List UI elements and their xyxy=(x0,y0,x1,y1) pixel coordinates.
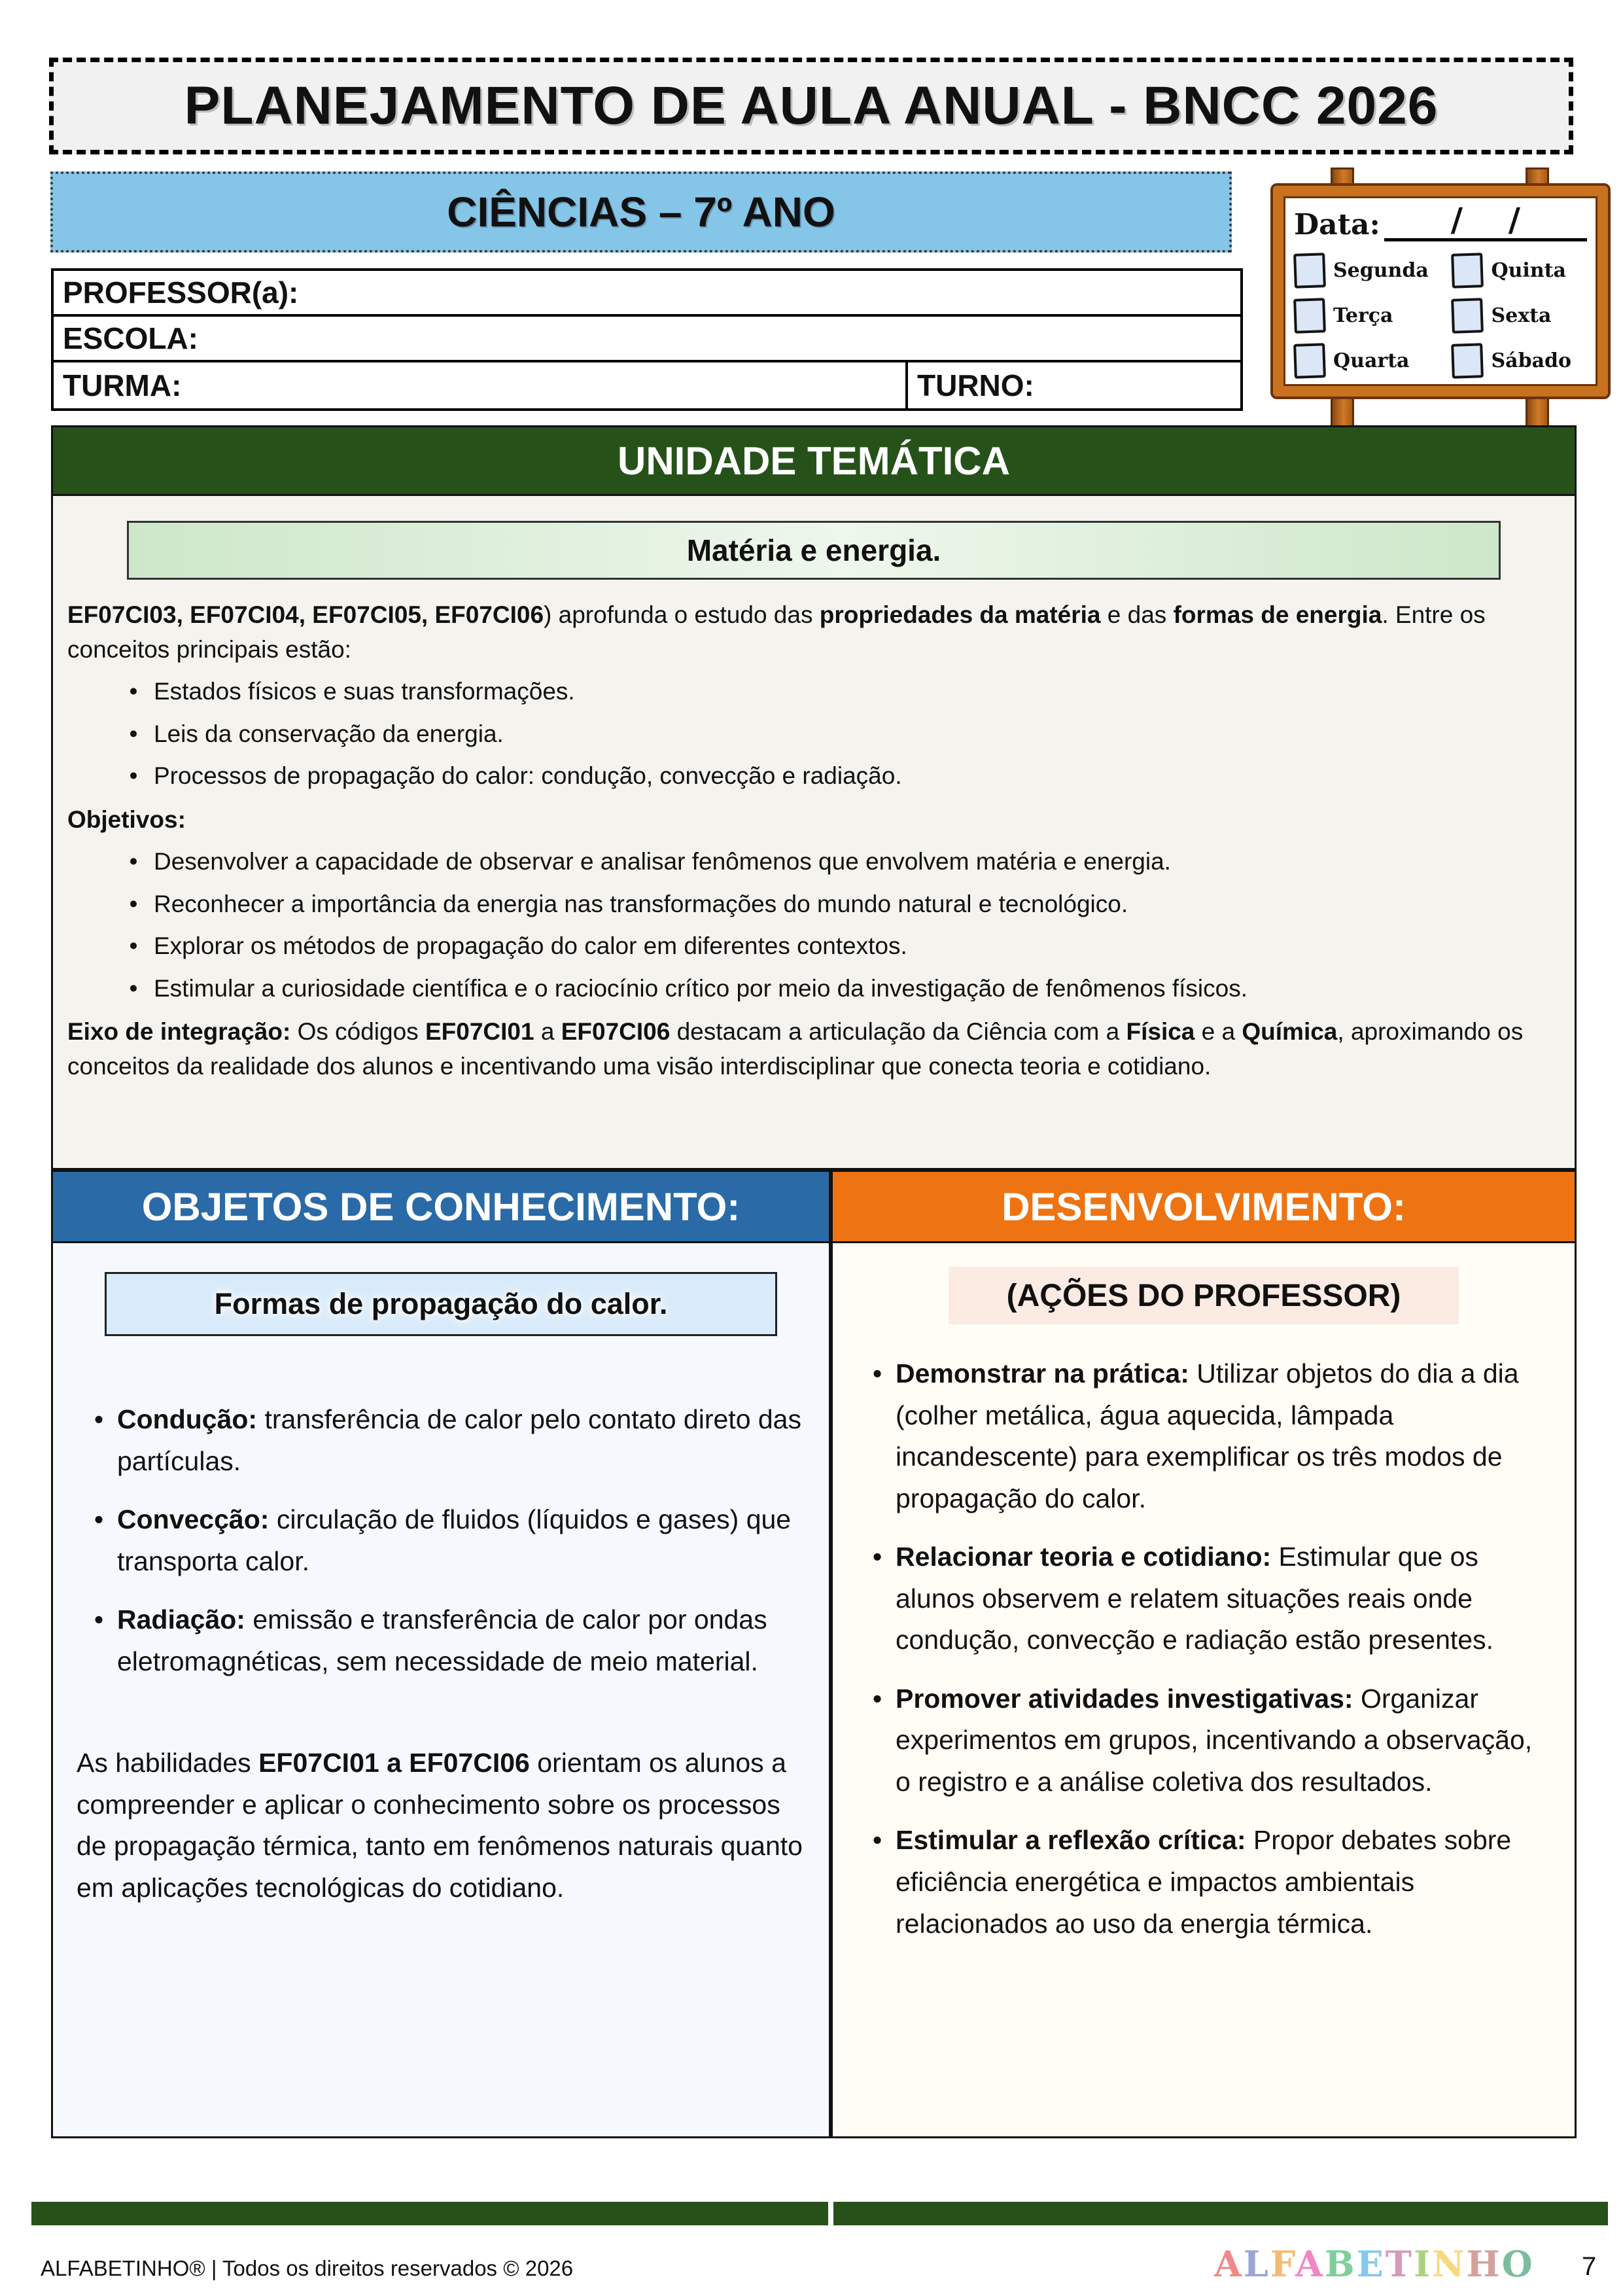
acoes-professor-heading: (AÇÕES DO PROFESSOR) xyxy=(949,1267,1459,1324)
weekday-item-sabado xyxy=(1452,344,1587,378)
day-label: Segunda xyxy=(1333,259,1429,282)
desenvolvimento-bullet: • Promover atividades investigativas: Organizar experimentos em grupos, incentivando a observação, o registro e a análise coletiva dos resultados. xyxy=(855,1678,1552,1803)
weekday-item-sexta xyxy=(1452,298,1587,333)
bullet-icon: • xyxy=(129,932,138,960)
weekday-checklist xyxy=(1294,253,1587,378)
desenvolvimento-bullet: • Estimular a reflexão crítica: Propor debates sobre eficiência energética e impactos ambientais relacionados ao uso da energia térmica. xyxy=(855,1820,1552,1945)
date-slashes: / / xyxy=(1427,200,1543,239)
objective-bullet: • Estimular a curiosidade científica e o raciocínio crítico por meio da investigação de fenômenos físicos. xyxy=(67,972,1560,1006)
bullet-icon: • xyxy=(872,1542,882,1572)
professor-label: PROFESSOR(a): xyxy=(63,275,299,309)
objective-bullet: • Reconhecer a importância da energia nas transformações do mundo natural e tecnológico. xyxy=(67,887,1560,922)
bullet-icon: • xyxy=(129,762,138,790)
weekday-item-quarta xyxy=(1294,344,1449,378)
logo-letter: F xyxy=(1270,2243,1296,2285)
professor-fill-area[interactable] xyxy=(298,271,1240,314)
alfabetinho-logo xyxy=(1214,2243,1535,2285)
subject-banner-text: CIÊNCIAS – 7º ANO xyxy=(447,188,835,236)
bullet-icon: • xyxy=(129,678,138,705)
bullet-icon: • xyxy=(872,1683,882,1714)
info-table xyxy=(51,268,1243,411)
logo-letter: N xyxy=(1432,2243,1467,2285)
page-title xyxy=(49,58,1573,154)
bullet-icon: • xyxy=(872,1358,882,1388)
logo-letter: E xyxy=(1356,2243,1386,2285)
day-label: Sexta xyxy=(1491,304,1552,327)
day-label: Terça xyxy=(1333,304,1393,327)
weekday-item-segunda xyxy=(1294,253,1449,288)
concept-bullet: • Estados físicos e suas transformações. xyxy=(67,675,1560,709)
bullet-icon: • xyxy=(94,1404,104,1434)
professor-row xyxy=(54,271,1240,317)
bullet-icon: • xyxy=(129,720,138,747)
page-title-text: PLANEJAMENTO DE AULA ANUAL - BNCC 2026 xyxy=(184,76,1439,135)
day-checkbox-sexta[interactable] xyxy=(1452,298,1484,334)
turma-label: TURMA: xyxy=(63,368,182,402)
bullet-icon: • xyxy=(94,1604,104,1635)
bullet-icon: • xyxy=(872,1825,882,1856)
logo-letter: A xyxy=(1295,2243,1325,2285)
escola-fill-area[interactable] xyxy=(198,317,1240,360)
weekday-item-quinta xyxy=(1452,253,1587,288)
day-checkbox-segunda[interactable] xyxy=(1293,253,1326,289)
conhecimento-bullet: • Condução: transferência de calor pelo contato direto das partículas. xyxy=(77,1399,805,1482)
content-columns xyxy=(51,1170,1577,2138)
day-label: Sábado xyxy=(1491,349,1571,372)
unidade-tematica-header xyxy=(51,425,1577,496)
desenvolvimento-bullet: • Demonstrar na prática: Utilizar objetos do dia a dia (colher metálica, água aquecida, lâmpada incandescente) para exemplificar os três modos de propagação do calor. xyxy=(855,1353,1552,1519)
logo-letter: H xyxy=(1466,2243,1502,2285)
date-sign xyxy=(1273,168,1608,431)
logo-letter: L xyxy=(1243,2243,1270,2285)
bullet-icon: • xyxy=(94,1504,104,1535)
eixo-integracao-paragraph: Eixo de integração: Os códigos EF07CI01 a EF07CI06 destacam a articulação da Ciência com a Física e a Química, aproximando os conceitos da realidade dos alunos e incentivando uma visão interdisciplinar que conecta teoria e cotidiano. xyxy=(67,1018,1524,1080)
concept-bullet: • Leis da conservação da energia. xyxy=(67,717,1560,752)
unidade-tematica-body xyxy=(51,496,1577,1170)
page-number: 7 xyxy=(1582,2252,1597,2281)
turno-cell xyxy=(908,362,1240,408)
objective-bullet: • Desenvolver a capacidade de observar e analisar fenômenos que envolvem matéria e energia. xyxy=(67,845,1560,879)
date-fill-area[interactable] xyxy=(1384,200,1587,241)
logo-letter: T xyxy=(1385,2243,1414,2285)
day-checkbox-terca[interactable] xyxy=(1293,298,1326,334)
theme-box-text: Matéria e energia. xyxy=(686,533,941,567)
logo-letter: B xyxy=(1324,2243,1357,2285)
turno-fill-area[interactable] xyxy=(1034,362,1240,408)
day-label: Quinta xyxy=(1491,259,1566,282)
conhecimento-bullet: • Convecção: circulação de fluidos (líquidos e gases) que transporta calor. xyxy=(77,1499,805,1582)
turma-cell xyxy=(54,362,908,408)
day-checkbox-quarta[interactable] xyxy=(1293,343,1326,379)
day-checkbox-sabado[interactable] xyxy=(1452,343,1484,379)
escola-row xyxy=(54,317,1240,362)
date-sign-board xyxy=(1273,186,1608,397)
objetos-conhecimento-body xyxy=(51,1243,831,2138)
bullet-icon: • xyxy=(129,974,138,1002)
objetivos-heading: Objetivos: xyxy=(67,805,186,833)
date-line xyxy=(1294,200,1587,241)
objective-bullet: • Explorar os métodos de propagação do calor em diferentes contextos. xyxy=(67,929,1560,964)
unidade-tematica-title: UNIDADE TEMÁTICA xyxy=(618,438,1010,483)
day-label: Quarta xyxy=(1333,349,1410,372)
conhecimento-bullet: • Radiação: emissão e transferência de calor por ondas eletromagnéticas, sem necessidade de meio material. xyxy=(77,1599,805,1682)
turma-fill-area[interactable] xyxy=(181,362,905,408)
escola-label: ESCOLA: xyxy=(63,321,198,355)
turma-turno-row xyxy=(54,362,1240,408)
date-label: Data: xyxy=(1294,208,1380,241)
bullet-icon: • xyxy=(129,890,138,917)
turno-label: TURNO: xyxy=(917,368,1034,402)
logo-letter: I xyxy=(1413,2243,1433,2285)
objetos-conhecimento-header: OBJETOS DE CONHECIMENTO: xyxy=(51,1170,831,1243)
theme-box xyxy=(127,521,1501,580)
topic-box-text: Formas de propagação do calor. xyxy=(214,1287,668,1320)
desenvolvimento-bullet: • Relacionar teoria e cotidiano: Estimular que os alunos observem e relatem situações reais onde condução, convecção e radiação estão presentes. xyxy=(855,1536,1552,1661)
concept-bullet: • Processos de propagação do calor: condução, convecção e radiação. xyxy=(67,759,1560,794)
subject-banner xyxy=(50,171,1232,253)
unidade-intro-paragraph: EF07CI03, EF07CI04, EF07CI05, EF07CI06) aprofunda o estudo das propriedades da matéria e das formas de energia. Entre os conceitos principais estão: xyxy=(67,601,1486,663)
copyright-text: ALFABETINHO® | Todos os direitos reservados © 2026 xyxy=(41,2256,574,2280)
desenvolvimento-header: DESENVOLVIMENTO: xyxy=(831,1170,1577,1243)
bottom-green-bar-right xyxy=(833,2202,1608,2225)
logo-letter: O xyxy=(1501,2243,1535,2285)
weekday-item-terca xyxy=(1294,298,1449,333)
topic-box xyxy=(105,1272,777,1336)
bullet-icon: • xyxy=(129,848,138,875)
day-checkbox-quinta[interactable] xyxy=(1452,253,1484,289)
habilidades-paragraph: As habilidades EF07CI01 a EF07CI06 orientam os alunos a compreender e aplicar o conhecimento sobre os processos de propagação térmica, tanto em fenômenos naturais quanto em aplicações tecnológicas do cotidiano. xyxy=(77,1748,803,1903)
footer xyxy=(0,2238,1623,2296)
desenvolvimento-body xyxy=(831,1243,1577,2138)
logo-letter: A xyxy=(1214,2243,1244,2285)
bottom-green-bar-left xyxy=(31,2202,828,2225)
